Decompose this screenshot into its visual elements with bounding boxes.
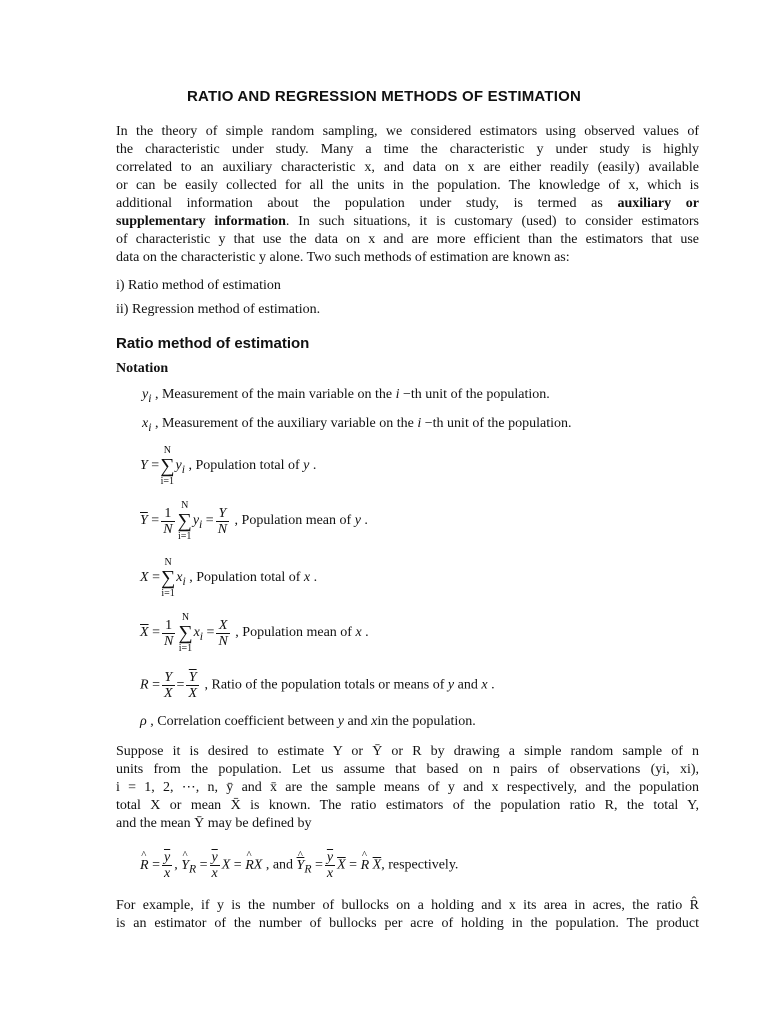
para2-line: total X or mean X̄ is known. The ratio estimators of the population ratio R, the total Y, xyxy=(116,798,699,813)
formula-Y-total: Y =N ∑ $i=1y_i$ , Population total of y . xyxy=(140,445,317,487)
intro-line: additional information about the population under study, is termed as auxiliary or xyxy=(116,196,699,211)
formula-Y-mean: $\overline{Y}$ = $\frac{1}{N}$ N ∑ $i=1y_i$ = $\frac{Y}{N}$ , Population mean of y . xyxy=(140,500,368,542)
section-heading: Ratio method of estimation xyxy=(116,335,310,352)
paragraph-2 xyxy=(116,743,699,833)
para3-line: For example, if y is the number of bullocks on a holding and x its area in acres, the ratio R̂ xyxy=(116,898,699,913)
formula-X-total: X =N ∑ $i=1x_i$ , Population total of x . xyxy=(140,557,318,599)
para2-line: Suppose it is desired to estimate Y or Ȳ or R by drawing a simple random sample of n xyxy=(116,744,699,759)
intro-line: the characteristic under study. Many a time the characteristic y under study is highly xyxy=(116,142,699,157)
list-item: i) Ratio method of estimation xyxy=(116,278,281,293)
intro-paragraph xyxy=(116,123,699,267)
para3-line: is an estimator of the number of bullocks per acre of holding in the population. The product xyxy=(116,916,699,931)
para2-line: i = 1, 2, ⋯, n, ȳ and x̄ are the sample means of y and x respectively, and the population xyxy=(116,780,699,795)
intro-line: or can be easily collected for all the units in the population. The knowledge of x, which is xyxy=(116,178,699,193)
intro-line: In the theory of simple random sampling, we considered estimators using observed values of xyxy=(116,124,699,139)
bold-term: supplementary information xyxy=(116,214,286,229)
def-xi: $x_i$ , Measurement of the auxiliary variable on the i −th unit of the population. xyxy=(142,416,572,434)
para2-line: units from the population. Let us assume that based on n pairs of observations (yi, xi), xyxy=(116,762,699,777)
para2-line: and the mean Ȳ may be defined by xyxy=(116,816,312,831)
list-item: ii) Regression method of estimation. xyxy=(116,302,321,317)
bold-term: auxiliary or xyxy=(617,196,699,211)
intro-line: of characteristic y that use the data on x and are more efficient than the estimators that use xyxy=(116,232,699,247)
def-yi: $y_i$ , Measurement of the main variable on the i −th unit of the population. xyxy=(142,387,550,405)
paragraph-3 xyxy=(116,897,699,933)
formula-rho: ρ , Correlation coefficient between y and xin the population. xyxy=(140,714,476,729)
formula-estimators: ^ R = $\frac{\overline{y}}{x}$ , ^ $Y_R$ = $\frac{\overline{y}}{x}$ X = ^ RX , and ^ $\overline{Y}_R$ = $\frac{\overline{y}}{x}$ $\overline{X}$ = ^ R $\overline{X}$, respectively. xyxy=(140,850,458,881)
intro-line: correlated to an auxiliary characteristic x, and data on x are either readily (easily) available xyxy=(116,160,699,175)
page-title: RATIO AND REGRESSION METHODS OF ESTIMATION xyxy=(187,88,581,105)
formula-R: R = $\frac{Y}{X}$ = $\frac{\overline{Y}}{X}$ , Ratio of the population totals or means of y and x . xyxy=(140,670,495,701)
notation-heading: Notation xyxy=(116,361,169,376)
formula-X-mean: $\overline{X}$ = $\frac{1}{N}$ N ∑ $i=1x_i$ = $\frac{X}{N}$ , Population mean of x . xyxy=(140,612,369,654)
intro-line: supplementary information. In such situations, it is customary (used) to consider estimators xyxy=(116,214,700,229)
intro-line: data on the characteristic y alone. Two such methods of estimation are known as: xyxy=(116,250,570,265)
